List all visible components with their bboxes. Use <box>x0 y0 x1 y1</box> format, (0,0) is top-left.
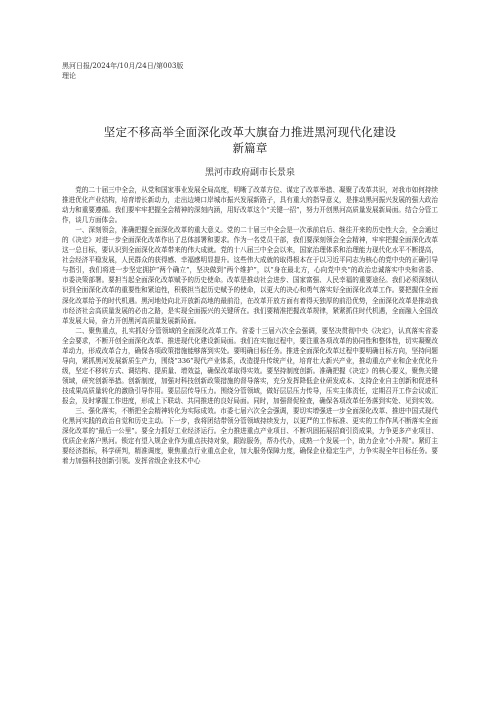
article-body <box>62 185 438 466</box>
page-header <box>62 61 183 81</box>
paragraph-section-3: 三、强化落实，不断把全会精神转化为实际成效。市委七届六次全会强调，要切实增强进一步全面深化改革、推进中国式现代化黑河实践的政治自觉和历史主动。下一步，我将团结带领分管领域持续发力，以更严的工作标准、更实的工作作风不断落实全面深化改革的“最后一公里”。要全力抓好工业经济运行。全力推进重点产业项目、不断巩固拓展招商引资成果，力争更多产业项目、优质企业落户黑河。锁定有望入规企业作为重点扶持对象，跟踪服务，帮办代办，成熟一个发展一个，助力企业“小升规”。紧盯主要经济指标，科学研判，精准调度，聚焦重点行业重点企业，加大服务保障力度，确保企业稳定生产，力争实现全年目标任务。要着力加强科技创新引领。发挥省级企业技术中心 <box>62 407 438 466</box>
paragraph-section-2: 二、聚焦重点，扎实抓好分管领域的全面深化改革工作。省委十三届六次全会强调，要坚决贯彻中央《决定》，认真落实省委全会要求，不断开创全面深化改革、推进现代化建设新局面。我们在实施过程中，要注重各项改革的协同性和整体性，切实凝聚改革动力，形成改革合力，确保各项政策措施能够落到实处。要明确目标任务。推进全面深化改革过程中要明确目标方向，坚持问题导向，紧抓黑河发展新质生产力，围绕“336”现代产业体系，改造提升传统产业，培育壮大新兴产业，推动重点产业和企业优化升级，坚定不移转方式、调结构、提质量、增效益，确保改革取得实效。要坚持制度创新。准确把握《决定》的核心要义，聚焦关键领域，研究创新举措。创新制度，加强对科技创新政策措施的督导落实，充分发挥降低企业研发成本、支持企业自主创新和促进科技成果高质量转化的激励引导作用。要层层传导压力。围绕分管领域，做好层层压力传导，压实主体责任，定期召开工作会议或汇报会，及时掌握工作进度，形成上下联动、共同推进的良好局面。同时，加强督促检查，确保各项改革任务落到实处、见到实效。 <box>62 326 438 405</box>
article-title-line-1: 坚定不移高举全面深化改革大旗奋力推进黑河现代化建设 <box>103 125 397 139</box>
article-title <box>62 124 438 156</box>
section-label: 理论 <box>62 72 76 80</box>
paragraph-intro: 党的二十届三中全会，从党和国家事业发展全局高度，明晰了改革方位、谋定了改革举措、凝聚了改革共识，对我市如何持续推进优化产业结构，培育增长新动力，走出边境口岸城市振兴发展新路子，具有重大的指导意义，是推动黑河振兴发展的强大政治动力和重要遵循。我们要牢牢把握全会精神的深刻内涵，用好改革这个“关键一招”，努力开创黑河高质量发展新局面。结合分管工作，谈几方面体会。 <box>62 186 438 225</box>
source-line: 黑河日报/2024年/10月/24日/第003版 <box>62 62 184 70</box>
article-author: 黑河市政府副市长景泉 <box>204 168 295 178</box>
article-title-line-2: 新篇章 <box>232 141 268 155</box>
paragraph-section-1: 一、深刻领会，准确把握全面深化改革的重大意义。党的二十届三中全会是一次承前启后、继往开来的历史性大会，全会通过的《决定》对进一步全面深化改革作出了总体部署和要求。作为一名党员干部，我们要深刻领会全会精神，牢牢把握全面深化改革这一总目标，要认识到全面深化改革带来的伟大成就。党的十八届三中全会以来，国家治理体系和治理能力现代化水平不断提高，社会经济平稳发展，人民群众的获得感、幸福感明显提升。这些伟大成就的取得根本在于以习近平同志为核心的党中央的正确引导与指引，我们将进一步坚定拥护“两个确立”，坚决做到“两个维护”，以“身在最北方，心向党中央”的政治忠诚落实中央和省委、市委决策部署。要担当起全面深化改革赋予的历史使命。改革是推动社会进步、国家富强、人民幸福的重要途径。我们必须深刻认识到全面深化改革的重要性和紧迫性，积极担当起历史赋予的使命，以更大的决心和勇气落实好全面深化改革工作。要把握住全面深化改革给予的时代机遇。黑河地处向北开放新高地的最前沿，在改革开放方面有着得天独厚的前沿优势，全面深化改革是推动我市经济社会高质量发展的必由之路，是实现全面振兴的关键所在。我们要精准把握改革规律，紧紧抓住时代机遇，全面融入全国改革发展大局，奋力开创黑河高质量发展新局面。 <box>62 226 438 325</box>
